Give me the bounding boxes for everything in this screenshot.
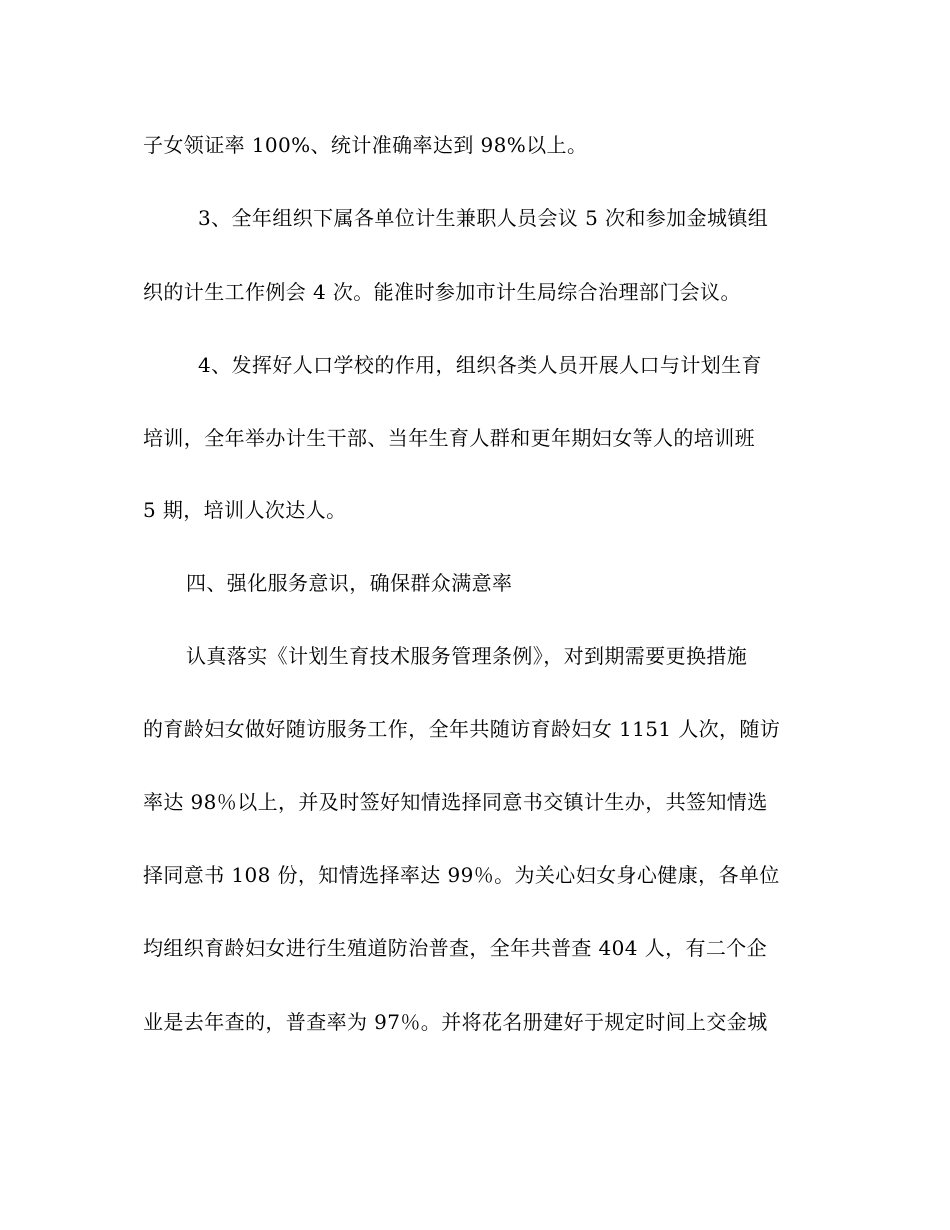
- text-line: 4、发挥好人口学校的作用，组织各类人员开展人口与计划生育: [198, 353, 762, 377]
- text-line: 5 期，培训人次达人。: [143, 498, 347, 522]
- text-line: 3、全年组织下属各单位计生兼职人员会议 5 次和参加金城镇组: [198, 206, 769, 230]
- text-line: 率达 98％以上，并及时签好知情选择同意书交镇计生办，共签知情选: [143, 790, 768, 814]
- text-line: 培训，全年举办计生干部、当年生育人群和更年期妇女等人的培训班: [143, 426, 755, 450]
- text-line: 均组织育龄妇女进行生殖道防治普查，全年共普查 404 人，有二个企: [143, 936, 768, 960]
- section-heading: 四、强化服务意识，确保群众满意率: [186, 571, 513, 595]
- text-line: 的育龄妇女做好随访服务工作，全年共随访育龄妇女 1151 人次，随访: [143, 717, 781, 741]
- text-line: 择同意书 108 份，知情选择率达 99％。为关心妇女身心健康，各单位: [143, 863, 780, 887]
- text-line: 业是去年查的，普查率为 97％。并将花名册建好于规定时间上交金城: [143, 1010, 768, 1034]
- text-line: 认真落实《计划生育技术服务管理条例》，对到期需要更换措施: [186, 644, 748, 668]
- text-line: 子女领证率 100%、统计准确率达到 98%以上。: [143, 133, 588, 157]
- text-line: 织的计生工作例会 4 次。能准时参加市计生局综合治理部门会议。: [143, 280, 741, 304]
